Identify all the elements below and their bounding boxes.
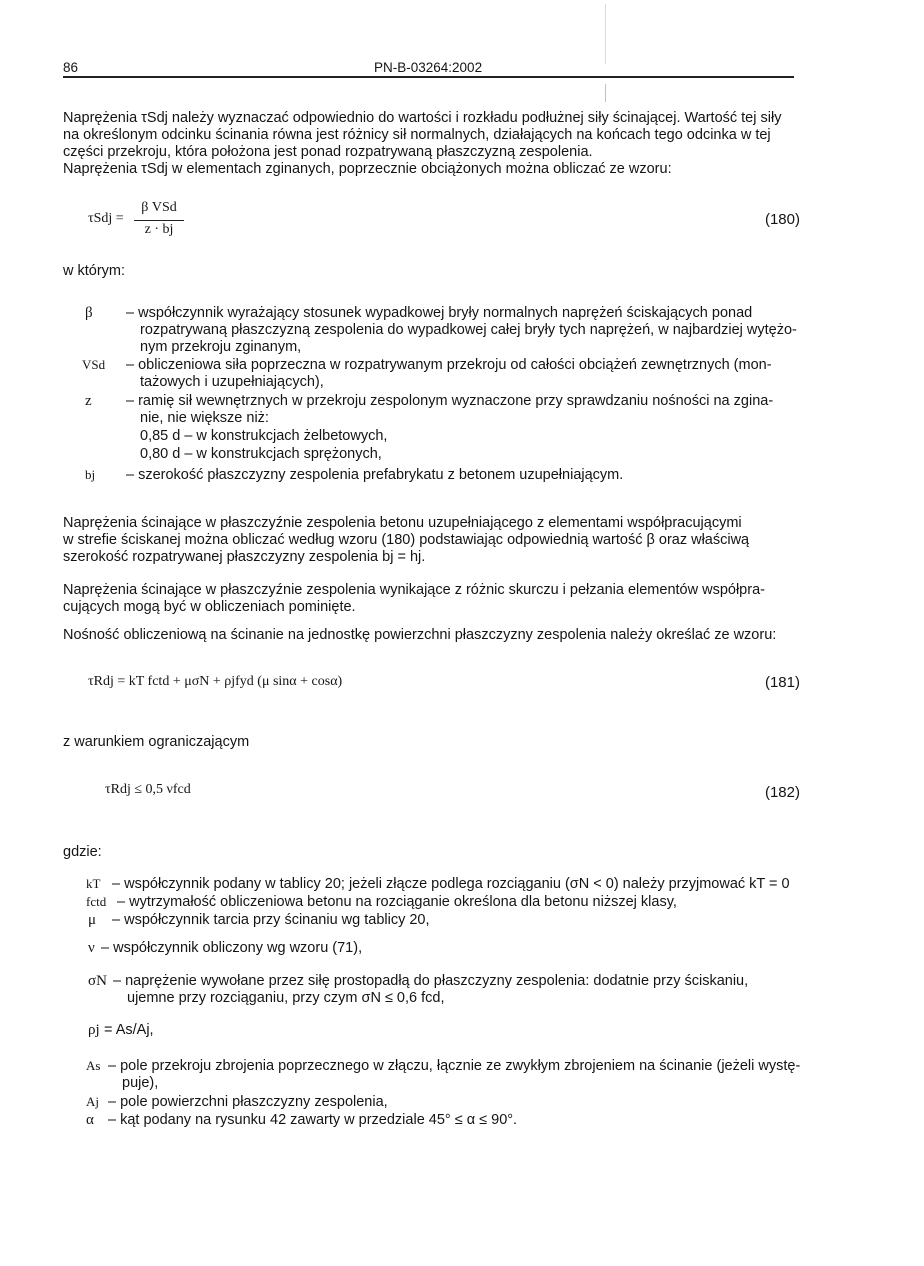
symbol-beta: β [85,305,93,321]
definition-line: nym przekroju zginanym, [140,339,302,355]
fraction-bar [134,220,184,221]
equation-180 [88,198,800,248]
definition-line: ujemne przy rozciąganiu, przy czym σN ≤ 0,6 fcd, [127,990,445,1006]
definition-line: – współczynnik podany w tablicy 20; jeżeli złącze podlega rozciąganiu (σN < 0) należy przyjmować kT = 0 [112,876,790,892]
symbol-mu: μ [88,912,97,928]
equation-number: (182) [764,784,800,801]
equation-182 [105,782,800,804]
definition-line: – szerokość płaszczyzny zespolenia prefabrykatu z betonem uzupełniającym. [126,467,624,483]
definition-line: = As/Aj, [104,1022,154,1038]
eq180-numerator: β VSd [141,200,177,215]
definition-line: – ramię sił wewnętrznych w przekroju zespolonym wyznaczone przy sprawdzaniu nośności na zgina- [126,393,774,409]
page-number: 86 [63,60,79,75]
scan-artifact-line [605,4,606,64]
symbol-rho-j: ρj [88,1022,100,1038]
symbol-fctd: fctd [86,894,107,909]
eq182-formula: τRdj ≤ 0,5 νfcd [105,782,191,797]
definition-line: tażowych i uzupełniających), [140,374,324,390]
symbol-bj: bj [85,467,96,482]
where-label: gdzie: [63,844,102,860]
definition-line: – wytrzymałość obliczeniowa betonu na rozciąganie określona dla betonu niższej klasy, [117,894,677,910]
definition-line: rozpatrywaną płaszczyzną zespolenia do wypadkowej całej bryły tych naprężeń, w najbardziej wytężo- [140,322,797,338]
text-line: szerokość rozpatrywanej płaszczyzny zespolenia bj = hj. [63,549,426,565]
text-line: części przekroju, która położona jest ponad rozpatrywaną płaszczyzną zespolenia. [63,144,593,160]
symbol-z: z [85,393,92,409]
definition-line: – pole przekroju zbrojenia poprzecznego w złączu, łącznie ze zwykłym zbrojeniem na ścinanie (jeżeli wystę- [108,1058,801,1074]
definition-line: nie, nie większe niż: [140,410,269,426]
scan-artifact-line [605,84,606,102]
definition-line: – współczynnik tarcia przy ścinaniu wg tablicy 20, [112,912,430,928]
definition-line: – współczynnik wyrażający stosunek wypadkowej bryły normalnych naprężeń ściskających ponad [126,305,753,321]
paragraph-3 [63,582,765,616]
equation-181 [88,674,800,696]
symbol-alpha: α [86,1112,94,1128]
where-label: w którym: [63,263,126,279]
eq181-formula: τRdj = kT fctd + μσN + ρjfyd (μ sinα + cosα) [88,674,343,689]
definition-line: 0,80 d – w konstrukcjach sprężonych, [140,446,382,462]
definition-line: – obliczeniowa siła poprzeczna w rozpatrywanym przekroju od całości obciążeń zewnętrznych (mon- [126,357,772,373]
eq180-lhs: τSdj = [88,211,124,226]
text-line: cujących mogą być w obliczeniach pominięte. [63,599,356,615]
equation-number: (181) [764,674,800,691]
equation-number: (180) [764,211,800,228]
definition-line: puje), [122,1075,159,1091]
standard-code: PN-B-03264:2002 [374,60,483,75]
intro-paragraph [63,110,781,178]
paragraph-2 [63,515,749,566]
definition-line: – kąt podany na rysunku 42 zawarty w przedziale 45° ≤ α ≤ 90°. [108,1112,518,1128]
text-line: Naprężenia ścinające w płaszczyźnie zespolenia wynikające z różnic skurczu i pełzania elementów współpra- [63,582,765,598]
symbol-sigma-n: σN [88,973,107,989]
symbol-as: As [86,1058,101,1073]
definition-line: – pole powierzchni płaszczyzny zespolenia, [108,1094,388,1110]
eq180-denominator: z · bj [144,222,174,237]
header-rule [63,76,794,78]
constraint-label: z warunkiem ograniczającym [63,734,250,750]
symbol-aj: Aj [86,1094,99,1109]
paragraph-4: Nośność obliczeniową na ścinanie na jednostkę powierzchni płaszczyzny zespolenia należy określać ze wzoru: [63,627,777,643]
text-line: w strefie ściskanej można obliczać według wzoru (180) podstawiając odpowiednią wartość β oraz właściwą [63,532,750,548]
text-line: Naprężenia ścinające w płaszczyźnie zespolenia betonu uzupełniającego z elementami współpracującymi [63,515,742,531]
text-line: Naprężenia τSdj w elementach zginanych, poprzecznie obciążonych można obliczać ze wzoru: [63,161,672,177]
text-line: Naprężenia τSdj należy wyznaczać odpowiednio do wartości i rozkładu podłużnej siły ścinającej. Wartość tej siły [63,110,782,126]
definition-line: 0,85 d – w konstrukcjach żelbetowych, [140,428,388,444]
text-line: na określonym odcinku ścinania równa jest różnicy sił normalnych, działających na końcach tego odcinka w tej [63,127,771,143]
definition-line: – naprężenie wywołane przez siłę prostopadłą do płaszczyzny zespolenia: dodatnie przy ściskaniu, [113,973,749,989]
symbol-vsd: VSd [82,357,106,372]
symbol-kt: kT [86,876,101,891]
symbol-nu: ν [88,940,95,956]
definition-line: – współczynnik obliczony wg wzoru (71), [101,940,363,956]
